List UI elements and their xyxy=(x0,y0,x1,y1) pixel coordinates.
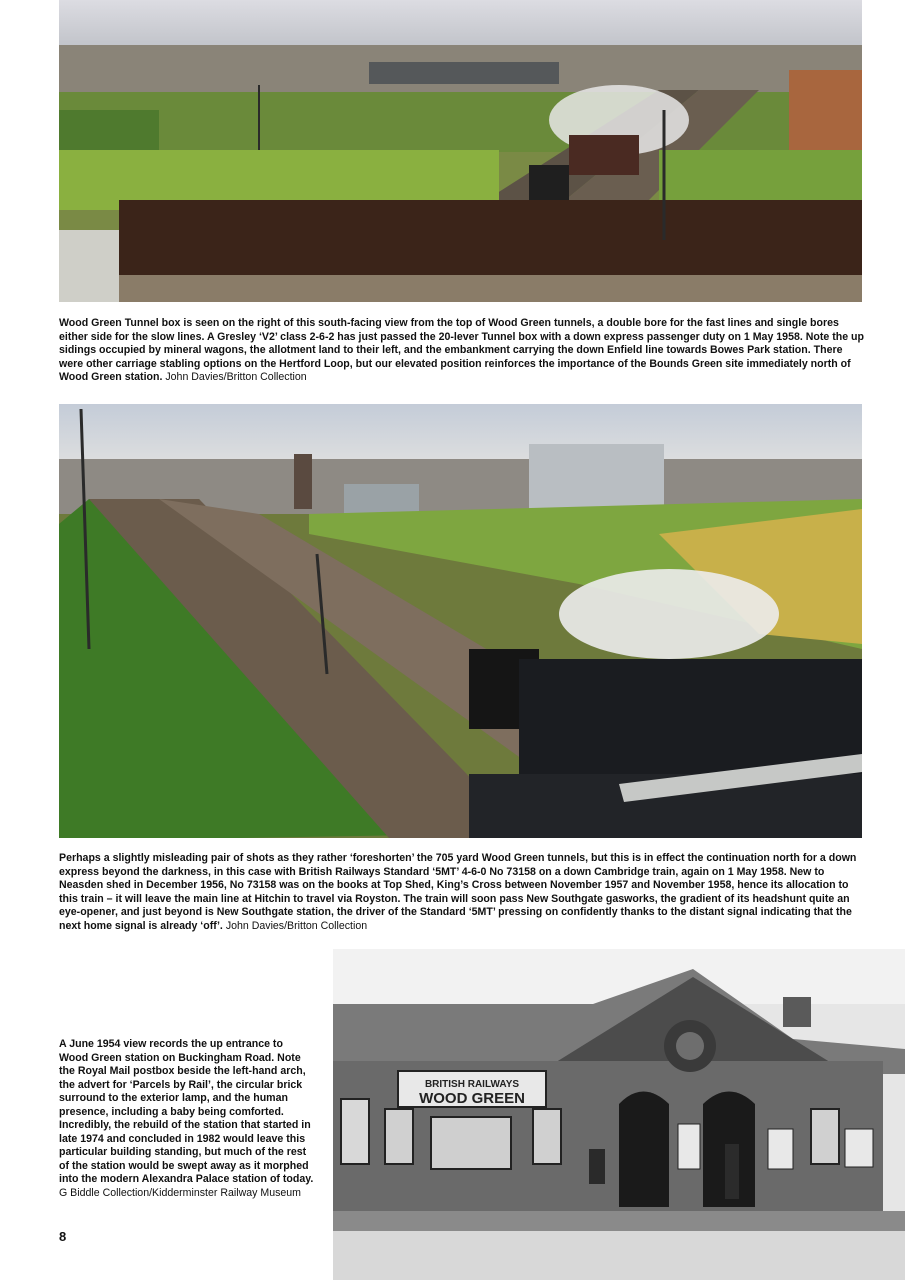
photo-credit: G Biddle Collection/Kidderminster Railway Museum xyxy=(59,1186,301,1199)
photo-caption xyxy=(59,852,865,933)
station-photograph xyxy=(333,949,905,1280)
locomotive-photograph xyxy=(59,404,862,838)
photo-caption xyxy=(59,317,865,385)
page-number: 8 xyxy=(59,1229,67,1244)
photo-wood-green-station-entrance xyxy=(333,949,905,1280)
photo-credit: John Davies/Britton Collection xyxy=(225,919,368,932)
photo-tunnel-box-view xyxy=(59,0,862,302)
sign-line-2: WOOD GREEN xyxy=(419,1090,525,1107)
sign-line-1: BRITISH RAILWAYS xyxy=(424,1079,520,1090)
caption-text: A June 1954 view records the up entrance to Wood Green station on Buckingham Road. Note the Royal Mail postbox beside the left-hand arch, the advert for ‘Parcels by Rail’, the circular brick surround to the exterior lamp, and the human presence, including a baby being comforted. Incredibly, the rebuild of the station that started in late 1974 and concluded in 1982 would leave this particular building standing, but much of the rest of the station would be swept away as it morphed into the modern Alexandra Palace station of today. xyxy=(59,1038,314,1185)
tunnel-box-photograph xyxy=(59,0,862,302)
caption-text: Perhaps a slightly misleading pair of shots as they rather ‘foreshorten’ the 705 yard Wood Green tunnels, but this is in effect the continuation north for a down express beyond the darkness, in this case with British Railways Standard ‘5MT’ 4-6-0 No 73158 on a down Cambridge train, again on 1 May 1958. New to Neasden shed in December 1956, No 73158 was on the books at Top Shed, King’s Cross between November 1957 and November 1958, hence its allocation to this train – it will leave the main line at Hitchin to travel via Royston. The train will soon pass New Southgate gasworks, the gradient of its headshunt quite an eye-opener, and just beyond is New Southgate station, the driver of the Standard ‘5MT’ pressing on confidently thanks to the distant signal indicating that the next home signal is already ‘off’. xyxy=(59,852,857,932)
caption-text: Wood Green Tunnel box is seen on the right of this south-facing view from the top of Wood Green tunnels, a double bore for the fast lines and single bores either side for the slow lines. A Gresley ‘V2’ class 2-6-2 has just passed the 20-lever Tunnel box with a down express passenger duty on 1 May 1958. Note the up sidings occupied by mineral wagons, the allotment land to their left, and the embankment carrying the down Enfield line towards Bowes Park station. There were other carriage stabling options on the Hertford Loop, but our elevated position reinforces the importance of the Bounds Green site immediately north of Wood Green station. xyxy=(59,317,864,383)
photo-credit: John Davies/Britton Collection xyxy=(165,371,307,383)
photo-standard-5mt-down-cambridge xyxy=(59,404,862,838)
photo-caption xyxy=(59,1038,315,1200)
